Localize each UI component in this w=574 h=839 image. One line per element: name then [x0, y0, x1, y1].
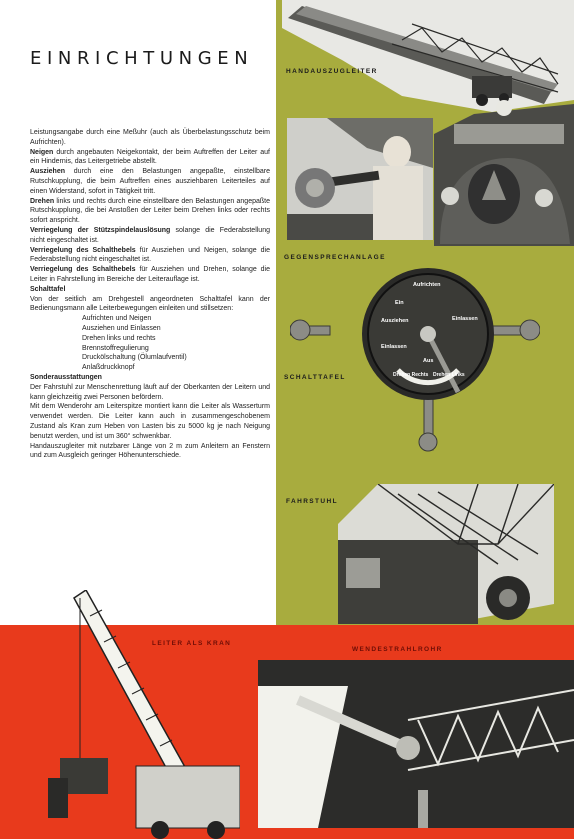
label-handauszugleiter: HANDAUSZUGLEITER [286, 68, 378, 75]
dial-label-bottom-left: Drehen Rechts [393, 372, 429, 378]
paragraph-leistung: Leistungsangabe durch eine Meßuhr (auch als Überbelastungsschutz beim Aufrichten). [30, 129, 270, 146]
label-wendestrahlrohr: WENDESTRAHLROHR [352, 646, 443, 653]
paragraph-verriegelung-stuetz: Verriegelung der Stützspindelauslösung solange die Federabstellung nicht eingeschaltet ist. [30, 226, 270, 244]
label-schalttafel: SCHALTTAFEL [284, 374, 346, 381]
paragraph-schalttafel: Von der seitlich am Drehgestell angeordneten Schalttafel kann der Bedienungsmann alle Leiterbewegungen einleiten und stillsetzen: [30, 295, 270, 313]
list-item: Brennstoffregulierung [82, 344, 149, 352]
list-item: Drehen links und rechts [82, 334, 156, 342]
control-list [30, 314, 270, 373]
heading-schalttafel: Schalttafel [30, 285, 66, 293]
list-item: Anlaßdruckknopf [82, 364, 135, 372]
list-item: Druckölschaltung (Ölumlaufventil) [82, 354, 187, 362]
photo-leiter-als-kran [40, 590, 240, 839]
schalttafel-dial [290, 262, 540, 452]
label-gegensprechanlage: GEGENSPRECHANLAGE [284, 254, 386, 261]
photo-wendestrahlrohr [258, 660, 574, 828]
paragraph-wenderohr: Mit dem Wenderohr am Leiterspitze montiert kann die Leiter als Wasserturm verwendet werden. Die Leiter kann auch in zusammengeschobenem Zustand als Kran zum Heben von Lasten bis zu 5000 kg je nach Neigung benutzt werden, und ist um 360° schwenkbar. [30, 403, 270, 440]
label-leiter-als-kran: LEITER ALS KRAN [152, 640, 232, 647]
paragraph-neigen: Neigen durch angebauten Neigekontakt, der beim Auftreffen der Leiter auf ein Hindernis, das Leitergetriebe abstellt. [30, 148, 271, 166]
dial-label-left: Ausziehen [381, 318, 409, 324]
paragraph-verriegelung-drehen: Verriegelung des Schalthebels für Ausziehen und Drehen, solange die Leiter in Fahrstellung im Bereiche der Leiterauflage ist. [30, 266, 271, 283]
photo-fahrzeug-front [434, 94, 574, 246]
paragraph-handauszug: Handauszugleiter mit nutzbarer Länge von 2 m zum Anleitern an Fenstern und zum Ausgleich geringer Höhenunterschiede. [30, 442, 270, 460]
dial-label-center: Aus [423, 358, 434, 364]
photo-fahrstuhl [338, 484, 554, 624]
dial-label-bottom-right: Drehen Links [433, 372, 465, 378]
dial-label-left-upper: Ein [395, 300, 404, 306]
dial-label-left-lower: Einlassen [381, 344, 407, 350]
dial-label-right: Einlassen [452, 316, 478, 322]
paragraph-fahrstuhl: Der Fahrstuhl zur Menschenrettung läuft auf der Oberkanten der Leitern und kann gleichzeitig zwei Personen befördern. [30, 383, 270, 401]
list-item: Aufrichten und Neigen [82, 315, 152, 323]
photo-gegensprechanlage [287, 118, 433, 240]
dial-label-top: Aufrichten [413, 282, 441, 288]
list-item: Ausziehen und Einlassen [82, 324, 161, 332]
paragraph-verriegelung-neigen: Verriegelung des Schalthebels für Ausziehen und Neigen, solange die Federabstellung nicht eingeschaltet ist. [30, 246, 270, 264]
paragraph-drehen: Drehen links und rechts durch eine einstellbare den Belastungen angepaßte Rutschkupplung, die bei Anstoßen der Leiter beim Drehen links oder rechts sofort anspricht. [30, 197, 270, 225]
label-fahrstuhl: FAHRSTUHL [286, 498, 338, 505]
body-text [30, 128, 270, 461]
paragraph-ausziehen: Ausziehen durch eine den Belastungen angepaßte, einstellbare Rutschkupplung, die beim Auftreffen eines ausziehbaren Leiterteiles auf einen Widerstand, sofort in Tätigkeit tritt. [30, 168, 270, 195]
heading-sonder: Sonderausstattungen [30, 373, 102, 381]
page-title: EINRICHTUNGEN [30, 48, 254, 69]
